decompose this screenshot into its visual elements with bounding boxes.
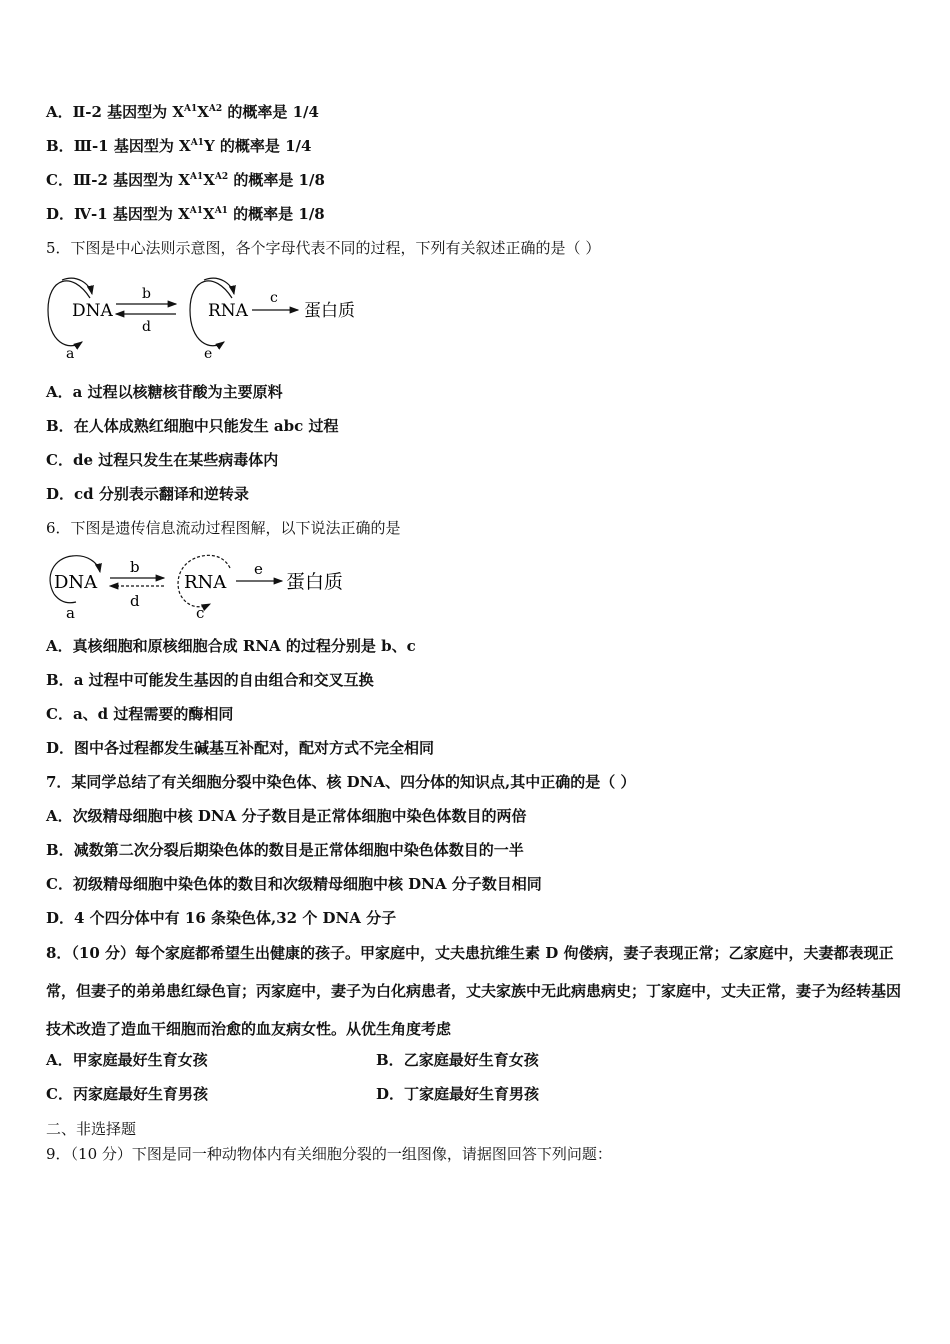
q7-option-c[interactable]: C．初级精母细胞中染色体的数目和次级精母细胞中核 DNA 分子数目相同: [46, 875, 542, 893]
q7-option-b[interactable]: B．减数第二次分裂后期染色体的数目是正常体细胞中染色体数目的一半: [46, 841, 524, 859]
q8-option-a[interactable]: A．甲家庭最好生育女孩: [46, 1051, 208, 1069]
q6-label-e: e: [254, 560, 263, 578]
q5-label-e: e: [204, 346, 213, 362]
q6-option-a[interactable]: A．真核细胞和原核细胞合成 RNA 的过程分别是 b、c: [46, 637, 416, 655]
q4-option-a[interactable]: A．Ⅱ-2 基因型为 $X^{A1}X^{A2}$ 的概率是 1/4: [46, 103, 319, 121]
q6-genetic-flow-diagram: [42, 550, 362, 625]
q5-dna-label: DNA: [72, 301, 113, 321]
section-heading: 二、非选择题: [46, 1120, 137, 1138]
q5-rna-label: RNA: [208, 301, 248, 321]
q6-label-c: c: [196, 604, 205, 622]
q5-label-d: d: [142, 319, 151, 335]
q4-option-b[interactable]: B．Ⅲ-1 基因型为 $X^{A1}Y$ 的概率是 1/4: [46, 137, 312, 155]
q6-dna-label: DNA: [54, 572, 98, 593]
q4-option-c[interactable]: C．Ⅲ-2 基因型为 $X^{A1}X^{A2}$ 的概率是 1/8: [46, 171, 325, 189]
q5-protein-label: 蛋白质: [304, 301, 355, 321]
q6-label-b: b: [130, 558, 140, 576]
q6-stem: 6．下图是遗传信息流动过程图解，以下说法正确的是: [46, 519, 401, 537]
q5-label-a: a: [66, 346, 75, 362]
q5-stem: 5．下图是中心法则示意图，各个字母代表不同的过程，下列有关叙述正确的是（ ）: [46, 239, 601, 257]
q6-option-b[interactable]: B．a 过程中可能发生基因的自由组合和交叉互换: [46, 671, 374, 689]
q5-central-dogma-diagram: [42, 268, 382, 368]
q9-stem: 9．（10 分）下图是同一种动物体内有关细胞分裂的一组图像，请据图回答下列问题：: [46, 1145, 612, 1163]
q5-option-c[interactable]: C．de 过程只发生在某些病毒体内: [46, 451, 279, 469]
q8-option-d[interactable]: D．丁家庭最好生育男孩: [376, 1085, 540, 1103]
q4-option-d[interactable]: D．Ⅳ-1 基因型为 $X^{A1}X^{A1}$ 的概率是 1/8: [46, 205, 325, 223]
q6-label-a: a: [66, 604, 75, 622]
q7-stem: 7．某同学总结了有关细胞分裂中染色体、核 DNA、四分体的知识点,其中正确的是（ ）: [46, 773, 636, 791]
q6-option-c[interactable]: C．a、d 过程需要的酶相同: [46, 705, 234, 723]
q5-option-d[interactable]: D．cd 分别表示翻译和逆转录: [46, 485, 249, 503]
q6-option-d[interactable]: D．图中各过程都发生碱基互补配对，配对方式不完全相同: [46, 739, 435, 757]
q6-label-d: d: [130, 592, 140, 610]
q7-option-a[interactable]: A．次级精母细胞中核 DNA 分子数目是正常体细胞中染色体数目的两倍: [46, 807, 527, 825]
q8-option-b[interactable]: B．乙家庭最好生育女孩: [376, 1051, 539, 1069]
q8-stem: 8．（10 分）每个家庭都希望生出健康的孩子。甲家庭中，丈夫患抗维生素 D 佝偻病，妻子表现正常；乙家庭中，夫妻都表现正常，但妻子的弟弟患红绿色盲；丙家庭中，妻子为白化病患者，丈夫家族中无此病患病史；丁家庭中，丈夫正常，妻子为经转基因技术改造了造血干细胞而治愈的血友病女性。从优生角度考虑: [46, 944, 902, 1038]
q7-option-d[interactable]: D．4 个四分体中有 16 条染色体,32 个 DNA 分子: [46, 909, 397, 927]
q6-protein-label: 蛋白质: [286, 571, 344, 593]
q5-label-c: c: [270, 290, 278, 306]
q5-label-b: b: [142, 286, 151, 302]
q8-option-c[interactable]: C．丙家庭最好生育男孩: [46, 1085, 208, 1103]
q5-option-b[interactable]: B．在人体成熟红细胞中只能发生 abc 过程: [46, 417, 339, 435]
q5-option-a[interactable]: A．a 过程以核糖核苷酸为主要原料: [46, 383, 283, 401]
q6-rna-label: RNA: [184, 572, 227, 593]
